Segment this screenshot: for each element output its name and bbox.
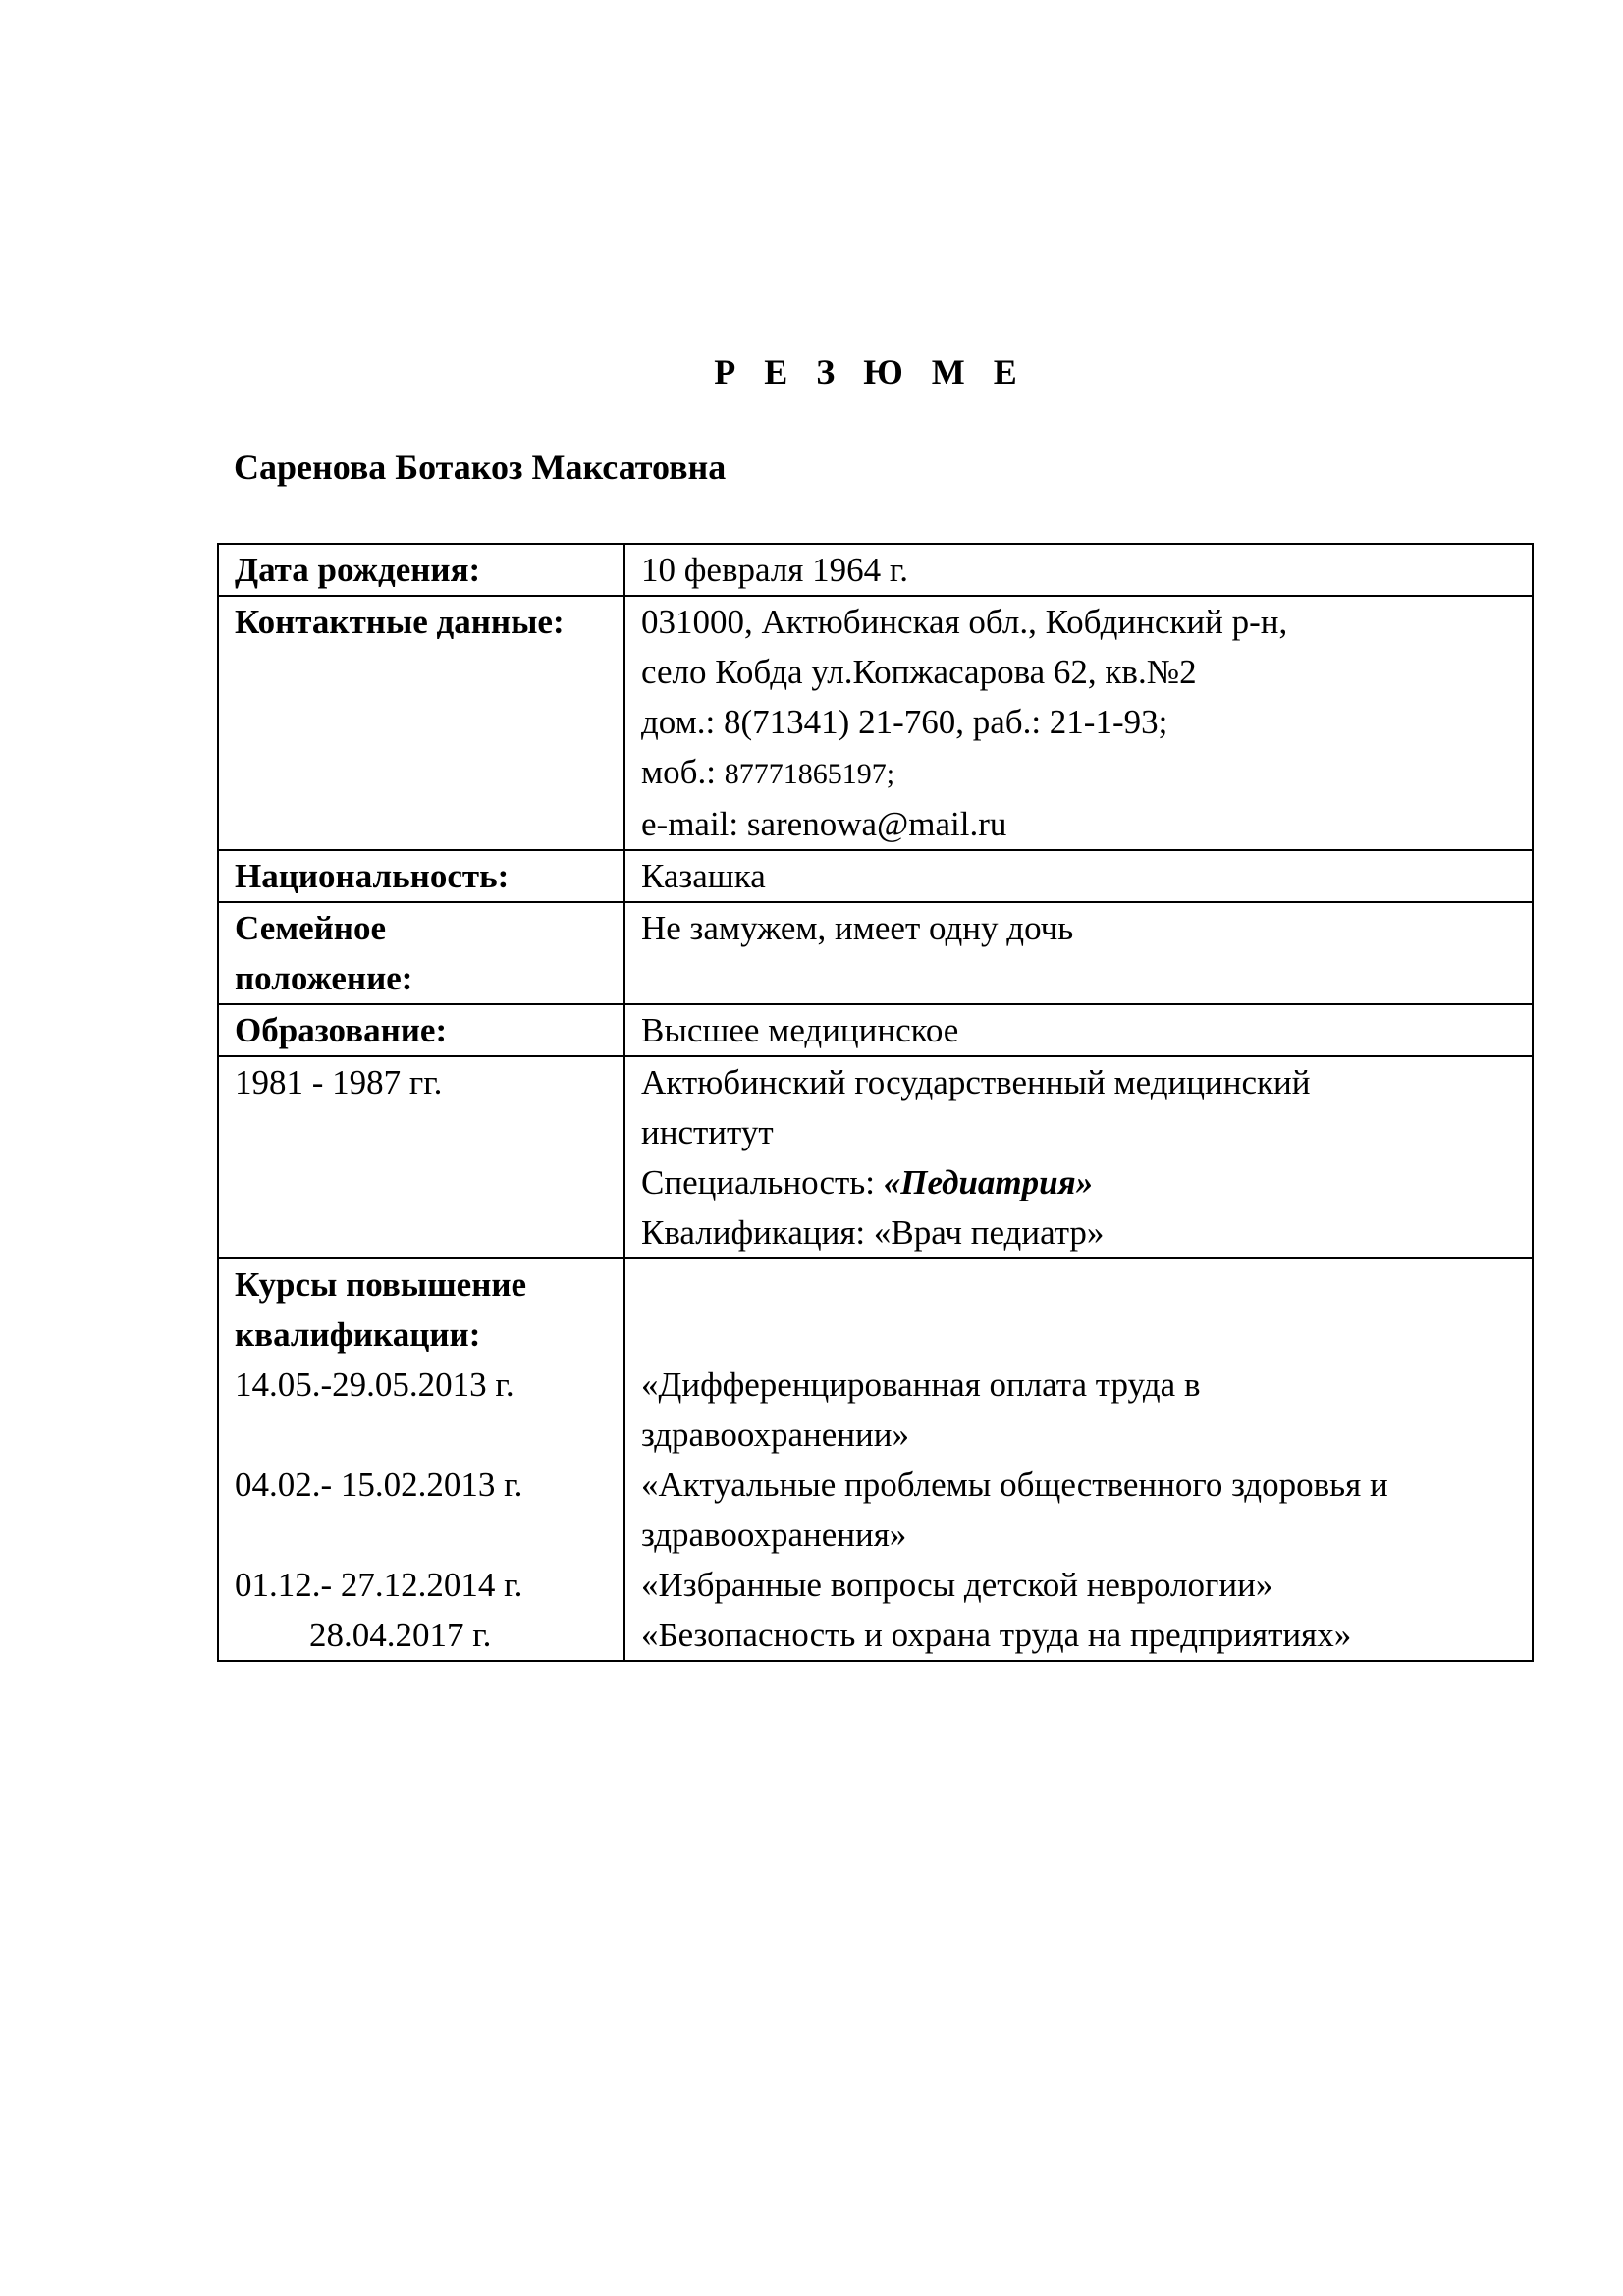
family-label-line2: положение: [235,959,413,997]
course-title-1-line1: «Дифференцированная оплата труда в [641,1365,1201,1404]
document-title: Р Е З Ю М Е [714,352,1027,392]
contacts-email: e-mail: sarenowa@mail.ru [641,805,1007,843]
education-period: 1981 - 1987 гг. [218,1056,624,1258]
birth-value: 10 февраля 1964 г. [624,544,1533,596]
course-spacer [641,1309,1532,1360]
education-specialty-prefix: Специальность: [641,1163,884,1201]
course-title-1-line2: здравоохранении» [641,1415,909,1454]
course-date-2: 04.02.- 15.02.2013 г. [235,1466,523,1504]
family-row [218,902,1533,1004]
family-value: Не замужем, имеет одну дочь [624,902,1533,1004]
courses-label-line2: квалификации: [235,1315,481,1354]
course-date-4: 28.04.2017 г. [309,1616,492,1654]
nationality-value: Казашка [624,850,1533,902]
education-institution-line2: институт [641,1113,774,1151]
contacts-mobile [641,747,1532,799]
education-details-row [218,1056,1533,1258]
course-title-4: «Безопасность и охрана труда на предприятиях» [641,1616,1352,1654]
course-title-2-line2: здравоохранения» [641,1516,907,1554]
education-label: Образование: [218,1004,624,1056]
course-date-3: 01.12.- 27.12.2014 г. [235,1566,523,1604]
contacts-address-line2: село Кобда ул.Копжасарова 62, кв.№2 [641,653,1197,691]
course-spacer [235,1410,623,1460]
contacts-phones: дом.: 8(71341) 21-760, раб.: 21-1-93; [641,703,1168,741]
courses-row [218,1258,1533,1661]
contacts-value [624,596,1533,850]
courses-titles-cell [624,1258,1533,1661]
contacts-mobile-prefix: моб.: [641,753,725,791]
education-row [218,1004,1533,1056]
family-label [218,902,624,1004]
contacts-address-line1: 031000, Актюбинская обл., Кобдинский р-н, [641,603,1288,641]
education-qualification: Квалификация: «Врач педиатр» [641,1213,1105,1252]
nationality-label: Национальность: [218,850,624,902]
contacts-row [218,596,1533,850]
courses-label-line1: Курсы повышение [235,1265,527,1304]
contacts-mobile-number: 87771865197; [724,758,895,790]
course-title-3: «Избранные вопросы детской неврологии» [641,1566,1273,1604]
resume-table [217,543,1534,1662]
birth-row [218,544,1533,596]
person-full-name: Саренова Ботакоз Максатовна [234,448,727,487]
course-spacer [641,1259,1532,1309]
education-details [624,1056,1533,1258]
course-title-2-line1: «Актуальные проблемы общественного здоровья и [641,1466,1388,1504]
nationality-row [218,850,1533,902]
education-specialty [641,1157,1532,1207]
birth-label: Дата рождения: [218,544,624,596]
courses-label-cell [218,1258,624,1661]
family-label-line1: Семейное [235,909,386,947]
course-date-1: 14.05.-29.05.2013 г. [235,1365,514,1404]
education-institution-line1: Актюбинский государственный медицинский [641,1063,1311,1101]
contacts-label: Контактные данные: [218,596,624,850]
course-spacer [235,1510,623,1560]
education-specialty-value: «Педиатрия» [883,1163,1094,1201]
education-value: Высшее медицинское [624,1004,1533,1056]
